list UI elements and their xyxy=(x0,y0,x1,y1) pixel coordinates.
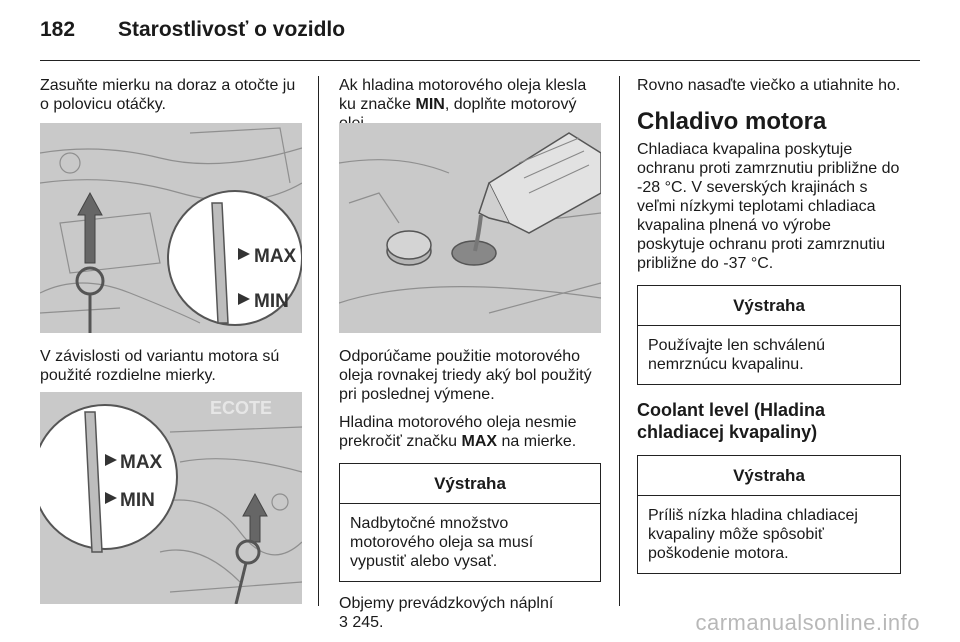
max-label: MAX xyxy=(254,246,297,267)
text-run: Hladina motorového oleja nesmie prekročiť značku xyxy=(339,414,577,450)
warning-title: Výstraha xyxy=(638,456,900,496)
subsection-heading: Coolant level (Hladina chladiacej kvapaliny) xyxy=(637,400,826,442)
min-label: MIN xyxy=(120,490,155,511)
warning-title: Výstraha xyxy=(638,286,900,326)
column-1-lower xyxy=(40,347,302,385)
section-heading: Chladivo motora xyxy=(637,108,827,135)
page-number: 182 xyxy=(40,18,76,41)
column-1 xyxy=(40,76,302,114)
page-reference[interactable]: 245. xyxy=(347,614,384,631)
paragraph: V závislosti od variantu motora sú použité rozdielne mierky. xyxy=(40,348,280,384)
warning-box xyxy=(637,455,901,574)
text-run: , doplňte motorový xyxy=(444,96,577,113)
column-divider xyxy=(619,76,620,606)
text-run: Ak hladina motorového oleja klesla ku značke xyxy=(339,77,587,113)
min-mark: MIN xyxy=(415,96,445,113)
header-rule xyxy=(40,60,920,61)
max-label: MAX xyxy=(120,452,163,473)
warning-body: Používajte len schválenú nemrznúcu kvapalinu. xyxy=(648,337,825,373)
column-divider xyxy=(318,76,319,606)
engine-cover-text: ECOTE xyxy=(210,398,273,418)
paragraph: Zasuňte mierku na doraz a otočte ju o polovicu otáčky. xyxy=(40,77,296,113)
warning-title: Výstraha xyxy=(340,464,600,504)
warning-box xyxy=(637,285,901,385)
max-mark: MAX xyxy=(461,433,498,450)
column-2-lower xyxy=(339,347,601,632)
paragraph: Rovno nasaďte viečko a utiahnite ho. xyxy=(637,77,901,94)
min-label: MIN xyxy=(254,291,289,312)
paragraph: Odporúčame použitie motorového oleja rovnakej triedy aký bol použitý pri poslednej výmene. xyxy=(339,348,592,403)
section-title: Starostlivosť o vozidlo xyxy=(118,18,346,41)
oil-refill-illustration xyxy=(339,123,601,333)
text-run: Objemy prevádzkových náplní xyxy=(339,595,554,612)
page-header xyxy=(40,18,920,48)
warning-body: Nadbytočné množstvo motorového oleja sa musí vypustiť alebo vysať. xyxy=(350,515,534,570)
text-run: na mierke. xyxy=(497,433,577,450)
paragraph xyxy=(339,594,601,632)
paragraph: Chladiaca kvapalina poskytuje ochranu proti zamrznutiu približne do -28 °C. V severských krajinách s veľmi nízkymi teplotami chladiaca kvapalina plnená vo výrobe poskytuje ochranu proti zamrznutiu približne do -37 °C. xyxy=(637,141,900,272)
warning-box xyxy=(339,463,601,582)
column-3 xyxy=(637,76,901,574)
dipstick-illustration-2 xyxy=(40,392,302,604)
watermark: carmanualsonline.info xyxy=(695,610,920,635)
dipstick-illustration-1 xyxy=(40,123,302,333)
warning-body: Príliš nízka hladina chladiacej kvapaliny môže spôsobiť poškodenie motora. xyxy=(648,507,858,562)
page-reference-icon: 3 xyxy=(339,614,348,631)
paragraph xyxy=(339,413,601,451)
